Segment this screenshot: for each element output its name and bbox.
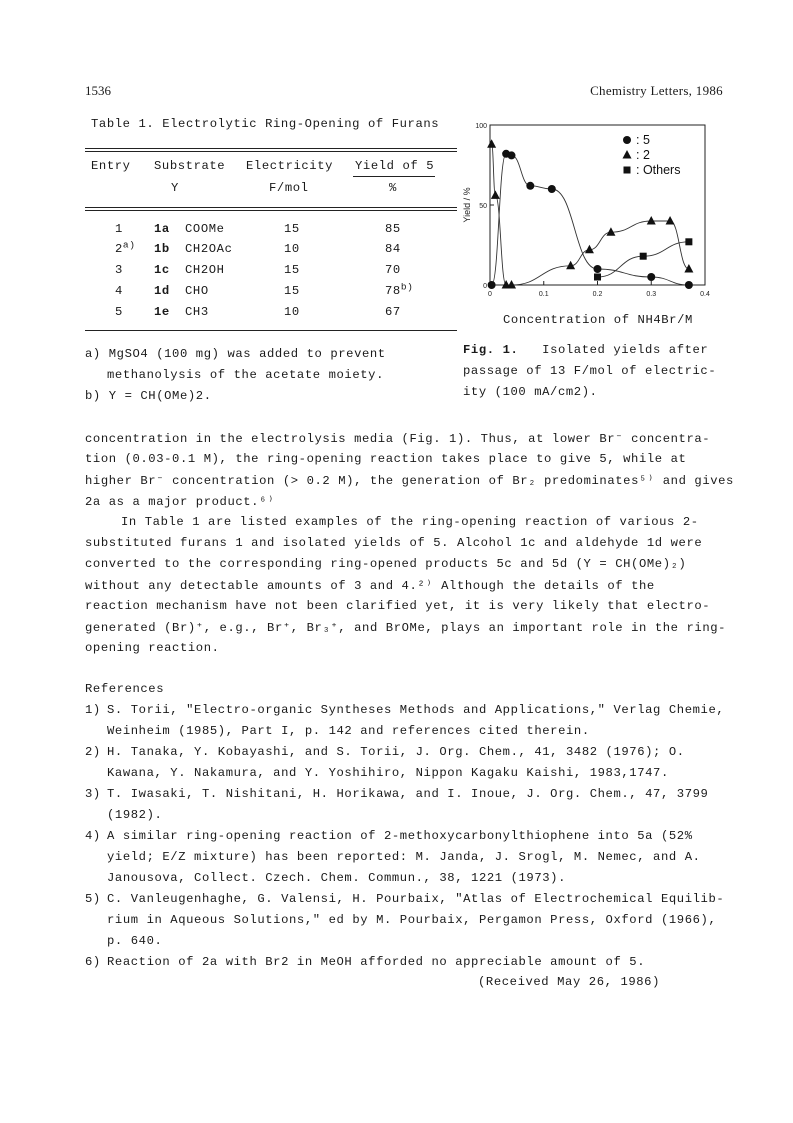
cell-entry: 1 xyxy=(115,222,123,236)
reference-text: Weinheim (1985), Part I, p. 142 and references cited therein. xyxy=(107,724,590,738)
figure-1-chart xyxy=(452,115,717,305)
cell-compound: 1c xyxy=(154,263,170,277)
reference-text: (1982). xyxy=(107,808,163,822)
body-line: higher Br⁻ concentration (> 0.2 M), the generation of Br₂ predominates⁵⁾ and gives xyxy=(85,474,734,488)
body-line: converted to the corresponding ring-opened products 5c and 5d (Y = CH(OMe)₂) xyxy=(85,557,687,571)
x-tick-label: 0.4 xyxy=(700,291,710,298)
cell-yield xyxy=(385,281,414,298)
cell-entry-number: 2 xyxy=(115,242,123,256)
col-unit-electricity: F/mol xyxy=(269,181,309,195)
data-point-square xyxy=(594,274,601,281)
chart-svg xyxy=(452,115,717,305)
reference-text: p. 640. xyxy=(107,934,163,948)
data-point-triangle xyxy=(491,190,500,199)
body-line: concentration in the electrolysis media (Fig. 1). Thus, at lower Br⁻ concentra- xyxy=(85,432,711,446)
received-date: (Received May 26, 1986) xyxy=(478,975,661,989)
cell-compound: 1d xyxy=(154,284,170,298)
data-point-square xyxy=(685,238,692,245)
data-point-triangle xyxy=(606,227,615,236)
data-point-triangle xyxy=(684,264,693,273)
data-point-square xyxy=(640,253,647,260)
footnote-a-cont: methanolysis of the acetate moiety. xyxy=(107,368,384,382)
cell-y: CHO xyxy=(185,284,209,298)
reference-number: 4) xyxy=(85,829,101,843)
col-header-substrate: Substrate xyxy=(154,159,226,173)
journal-running-head: Chemistry Letters, 1986 xyxy=(590,83,723,98)
cell-compound: 1a xyxy=(154,222,170,236)
cell-compound: 1b xyxy=(154,242,170,256)
cell-y: CH2OAc xyxy=(185,242,233,256)
data-point-circle xyxy=(647,273,655,281)
figure-caption-text-1: Isolated yields after xyxy=(542,343,709,357)
legend-marker-circle xyxy=(623,136,631,144)
data-point-circle xyxy=(488,281,496,289)
reference-number: 2) xyxy=(85,745,101,759)
table-top-rule-2 xyxy=(85,151,457,152)
y-tick-label: 0 xyxy=(483,283,487,290)
col-header-yield-text: Yield of 5 xyxy=(355,159,435,173)
x-tick-label: 0.1 xyxy=(538,291,549,298)
cell-yield: 85 xyxy=(385,222,401,236)
body-line: substituted furans 1 and isolated yields of 5. Alcohol 1c and aldehyde 1d were xyxy=(85,536,703,550)
cell-entry: 3 xyxy=(115,263,123,277)
body-line: without any detectable amounts of 3 and 4.²⁾ Although the details of the xyxy=(85,579,655,593)
col-header-entry: Entry xyxy=(91,159,131,173)
x-tick-label: 0.2 xyxy=(592,291,603,298)
table-top-rule xyxy=(85,148,457,149)
table-header-rule xyxy=(85,207,457,208)
reference-text: Reaction of 2a with Br2 in MeOH afforded no appreciable amount of 5. xyxy=(107,955,646,969)
reference-number: 1) xyxy=(85,703,101,717)
cell-electricity: 15 xyxy=(284,263,300,277)
col-header-electricity: Electricity xyxy=(246,159,334,173)
cell-entry: 4 xyxy=(115,284,123,298)
cell-yield: 84 xyxy=(385,242,401,256)
references-heading: References xyxy=(85,682,165,696)
reference-text: C. Vanleugenhaghe, G. Valensi, H. Pourbaix, "Atlas of Electrochemical Equilib- xyxy=(107,892,725,906)
figure-caption-line-3: ity (100 mA/cm2). xyxy=(463,385,598,399)
cell-y: CH2OH xyxy=(185,263,225,277)
table-caption: Table 1. Electrolytic Ring-Opening of Furans xyxy=(91,117,440,131)
y-axis-label: Yield / % xyxy=(462,187,472,223)
data-point-triangle xyxy=(666,216,675,225)
cell-yield-number: 78 xyxy=(385,284,401,298)
cell-electricity: 15 xyxy=(284,284,300,298)
reference-text: yield; E/Z mixture) has been reported: M. Janda, J. Srogl, M. Nemec, and A. xyxy=(107,850,701,864)
data-point-circle xyxy=(594,265,602,273)
reference-text: T. Iwasaki, T. Nishitani, H. Horikawa, and I. Inoue, J. Org. Chem., 47, 3799 xyxy=(107,787,709,801)
cell-electricity: 15 xyxy=(284,222,300,236)
x-tick-label: 0.3 xyxy=(646,291,657,298)
cell-yield: 70 xyxy=(385,263,401,277)
legend-label: : Others xyxy=(636,163,681,177)
cell-yield: 67 xyxy=(385,305,401,319)
footnote-marker-a: a) xyxy=(122,239,136,251)
reference-number: 6) xyxy=(85,955,101,969)
reference-text: rium in Aqueous Solutions," ed by M. Pourbaix, Pergamon Press, Oxford (1966), xyxy=(107,913,717,927)
reference-text: A similar ring-opening reaction of 2-methoxycarbonylthiophene into 5a (52% xyxy=(107,829,693,843)
page-number: 1536 xyxy=(85,83,111,98)
legend-marker-square xyxy=(624,167,631,174)
y-tick-label: 50 xyxy=(479,203,487,210)
footnote-marker-b: b) xyxy=(400,281,414,293)
data-point-triangle xyxy=(647,216,656,225)
legend-marker-triangle xyxy=(623,150,632,159)
reference-text: Janousova, Collect. Czech. Chem. Commun., 38, 1221 (1973). xyxy=(107,871,566,885)
reference-text: S. Torii, "Electro-organic Syntheses Methods and Applications," Verlag Chemie, xyxy=(107,703,725,717)
footnote-a: a) MgSO4 (100 mg) was added to prevent xyxy=(85,347,386,361)
col-header-yield xyxy=(355,159,434,173)
body-line: 2a as a major product.⁶⁾ xyxy=(85,495,275,509)
data-point-circle xyxy=(508,151,516,159)
reference-text: H. Tanaka, Y. Kobayashi, and S. Torii, J. Org. Chem., 41, 3482 (1976); O. xyxy=(107,745,685,759)
reference-number: 3) xyxy=(85,787,101,801)
table-bottom-rule xyxy=(85,330,457,331)
col-unit-yield: % xyxy=(389,181,397,195)
x-tick-label: 0 xyxy=(488,291,492,298)
plot-frame xyxy=(490,125,705,285)
body-line: tion (0.03-0.1 M), the ring-opening reaction takes place to give 5, while at xyxy=(85,452,687,466)
body-line: In Table 1 are listed examples of the ring-opening reaction of various 2- xyxy=(121,515,699,529)
footnote-b: b) Y = CH(OMe)2. xyxy=(85,389,212,403)
body-line: reaction mechanism have not been clarified yet, it is very likely that electro- xyxy=(85,599,711,613)
data-point-triangle xyxy=(487,139,496,148)
data-point-circle xyxy=(548,185,556,193)
figure-caption-line-2: passage of 13 F/mol of electric- xyxy=(463,364,717,378)
body-line: opening reaction. xyxy=(85,641,220,655)
legend-label: : 2 xyxy=(636,148,650,162)
table-header-rule-2 xyxy=(85,210,457,211)
cell-y: CH3 xyxy=(185,305,209,319)
cell-electricity: 10 xyxy=(284,242,300,256)
figure-x-axis-label: Concentration of NH4Br/M xyxy=(503,313,693,327)
cell-entry: 5 xyxy=(115,305,123,319)
cell-electricity: 10 xyxy=(284,305,300,319)
body-line: generated (Br)⁺, e.g., Br⁺, Br₃⁺, and BrOMe, plays an important role in the ring- xyxy=(85,621,727,635)
cell-entry xyxy=(115,239,136,256)
figure-caption-line-1 xyxy=(463,343,708,357)
data-point-circle xyxy=(685,281,693,289)
legend-label: : 5 xyxy=(636,133,650,147)
y-tick-label: 100 xyxy=(475,123,487,130)
cell-compound: 1e xyxy=(154,305,170,319)
col-unit-substrate: Y xyxy=(171,181,179,195)
cell-y: COOMe xyxy=(185,222,225,236)
reference-text: Kawana, Y. Nakamura, and Y. Yoshihiro, Nippon Kagaku Kaishi, 1983,1747. xyxy=(107,766,669,780)
figure-caption-label: Fig. 1. xyxy=(463,343,519,357)
data-point-circle xyxy=(526,182,534,190)
yield-header-underline xyxy=(353,176,435,177)
reference-number: 5) xyxy=(85,892,101,906)
